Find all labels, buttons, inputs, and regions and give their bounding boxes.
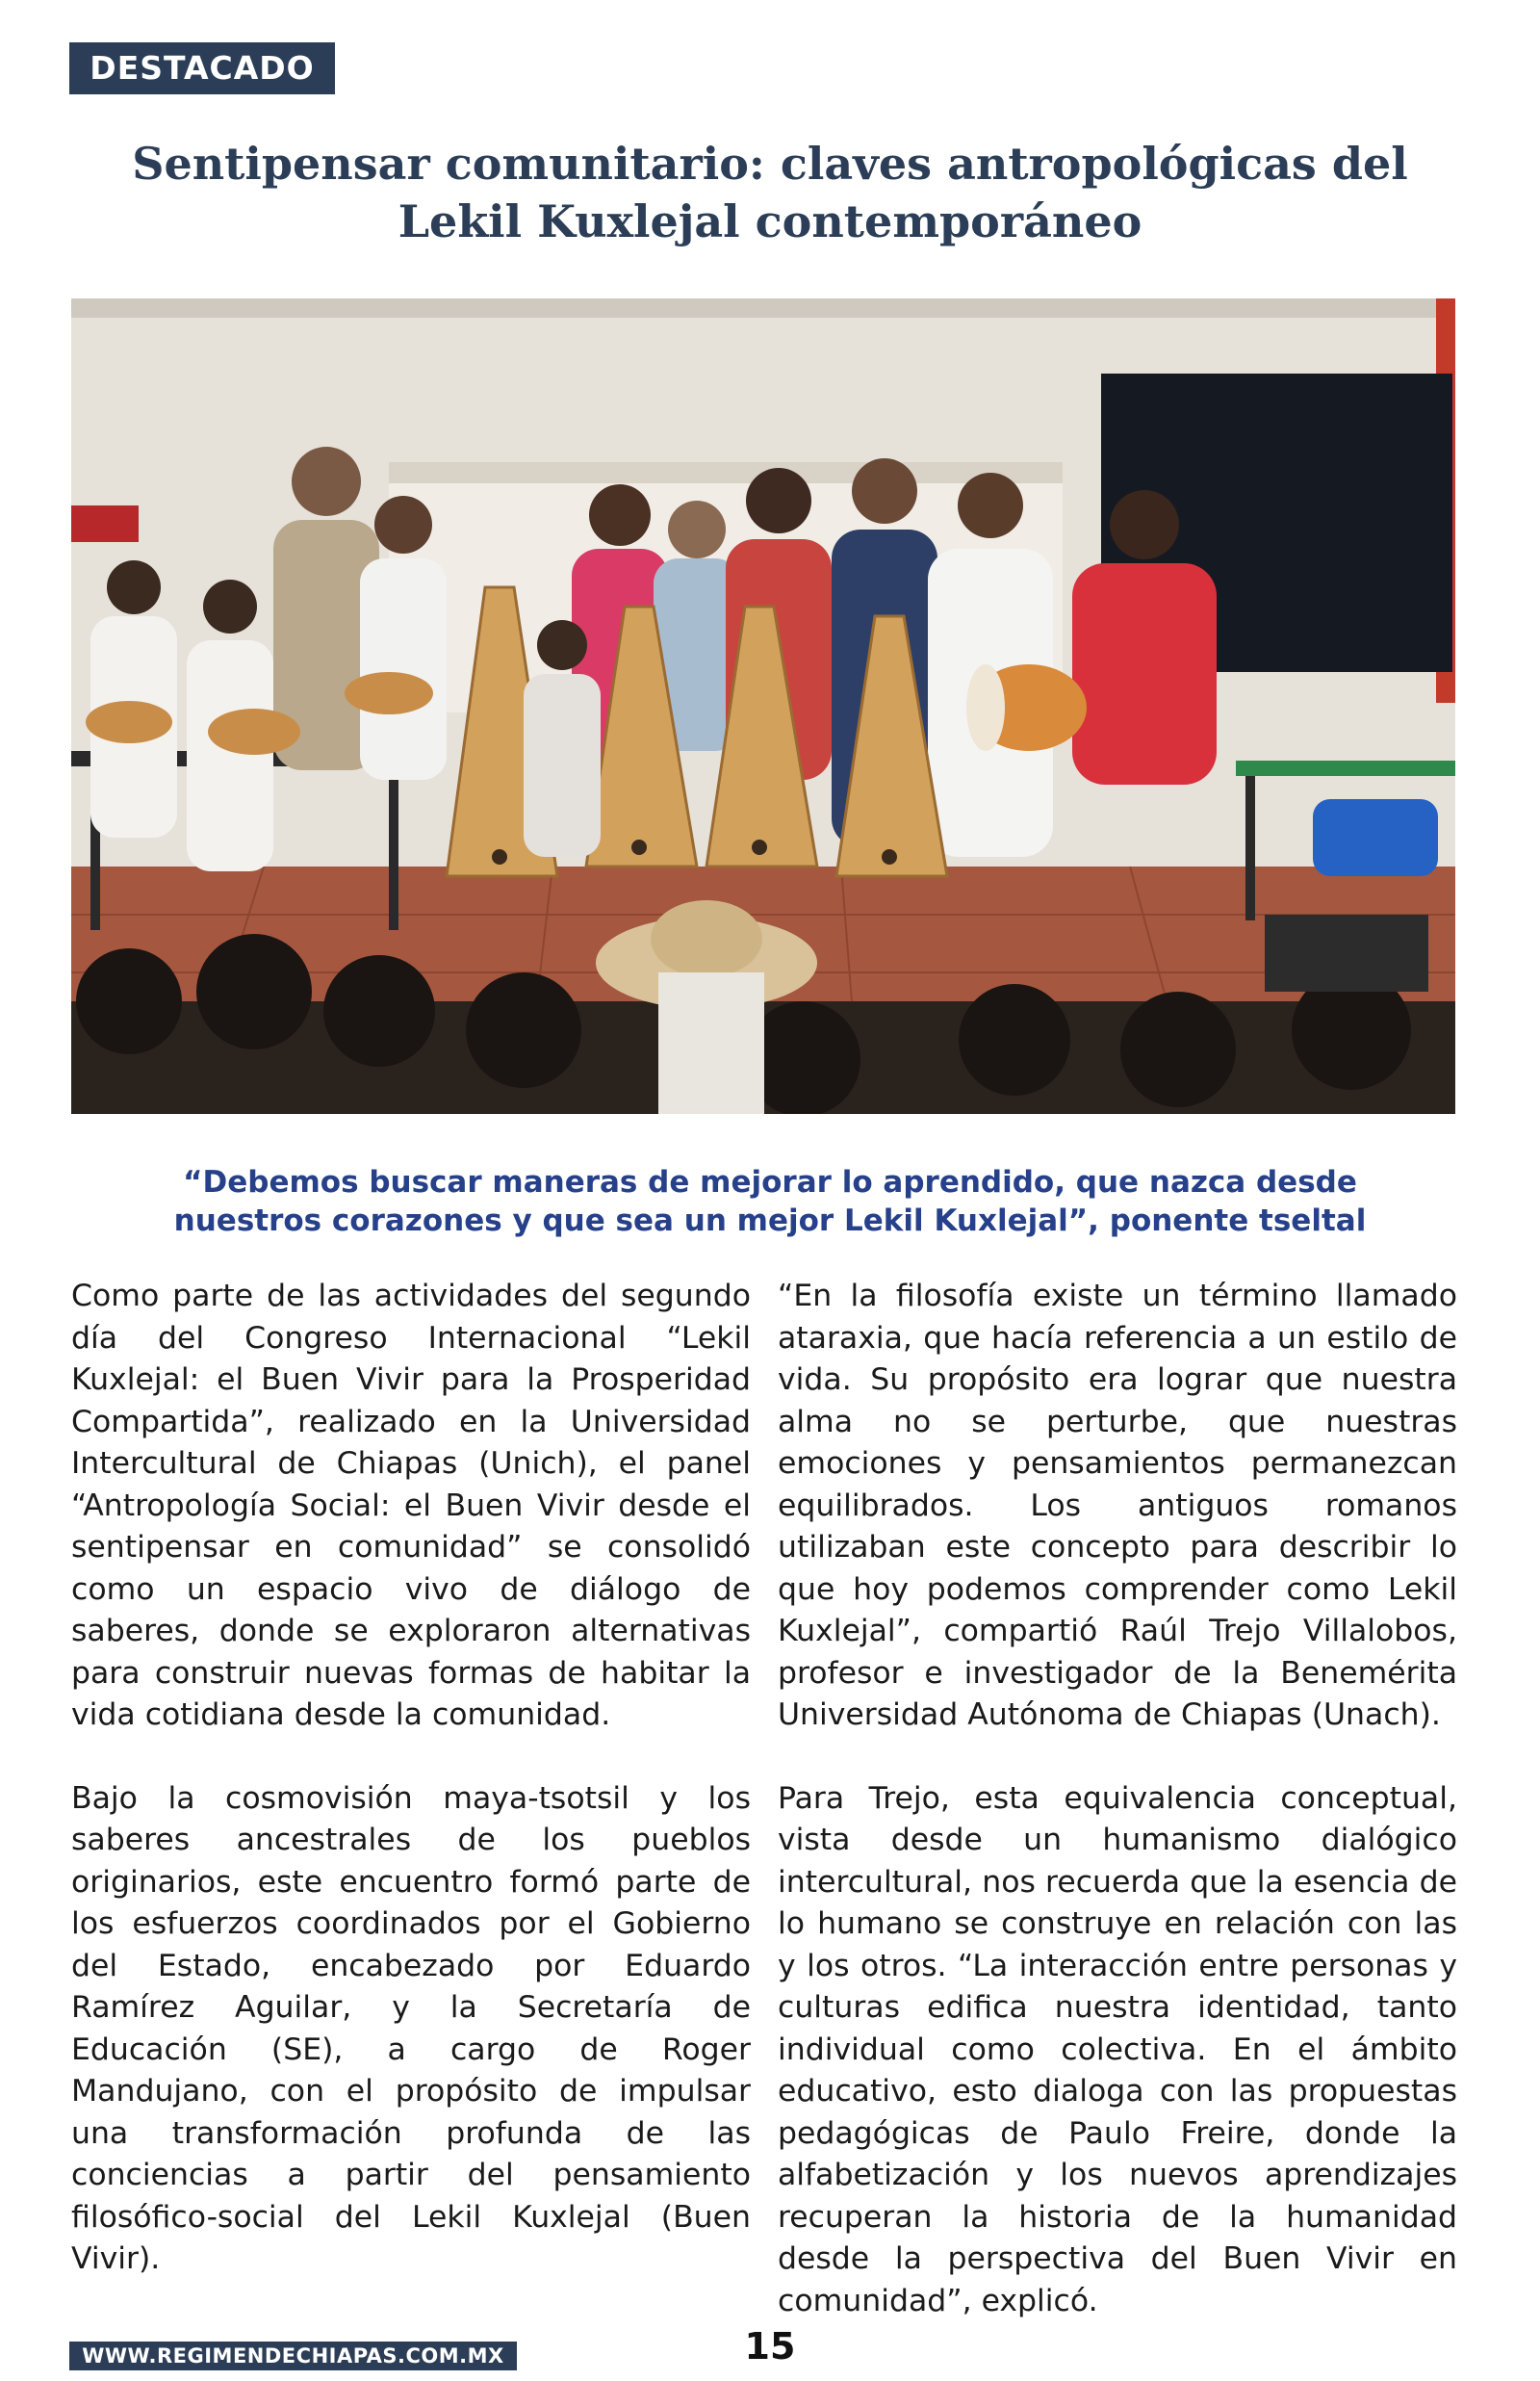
paragraph: Para Trejo, esta equivalencia conceptual, vista desde un humanismo dialógico intercultural, nos recuerda que la esencia de lo humano se construye en relación con las y los otros. “La interacción entre personas y culturas edifica nuestra identidad, tanto individual como colectiva. En el ámbito educativo, esto dialoga con las propuestas pedagógicas de Paulo Freire, donde la alfabetización y los nuevos aprendizajes recuperan la historia de la humanidad desde la perspectiva del Buen Vivir en comunidad”, explicó.: [778, 1780, 1457, 2318]
text-column-right: [778, 1276, 1457, 2364]
paragraph: Como parte de las actividades del segundo día del Congreso Internacional “Lekil Kuxlejal: el Buen Vivir para la Prosperidad Compartida”, realizado en la Universidad Intercultural de Chiapas (Unich), el panel “Antropología Social: el Buen Vivir desde el sentipensar en comunidad” se consolidó como un espacio vivo de diálogo de saberes, donde se exploraron alternativas para construir nuevas formas de habitar la vida cotidiana desde la comunidad.: [71, 1279, 751, 1732]
article-photo: [71, 298, 1455, 1114]
paragraph: “En la filosofía existe un término llamado ataraxia, que hacía referencia a un estilo de vida. Su propósito era lograr que nuestra alma no se perturbe, que nuestras emociones y pensamientos permanezcan equilibrados. Los antiguos romanos utilizaban este concepto para describir lo que hoy podemos comprender como Lekil Kuxlejal”, compartió Raúl Trejo Villalobos, profesor e investigador de la Benemérita Universidad Autónoma de Chiapas (Unach).: [778, 1279, 1457, 1732]
text-column-left: [71, 1276, 751, 2322]
article-title: Sentipensar comunitario: claves antropológicas del Lekil Kuxlejal contemporáneo: [132, 138, 1408, 247]
page-number: 15: [744, 2325, 796, 2368]
section-badge: DESTACADO: [69, 42, 335, 94]
footer-website: WWW.REGIMENDECHIAPAS.COM.MX: [69, 2342, 517, 2370]
pull-quote: “Debemos buscar maneras de mejorar lo aprendido, que nazca desde nuestros corazones y que sea un mejor Lekil Kuxlejal”, ponente tseltal: [173, 1165, 1367, 1238]
paragraph: Bajo la cosmovisión maya-tsotsil y los saberes ancestrales de los pueblos originarios, este encuentro formó parte de los esfuerzos coordinados por el Gobierno del Estado, encabezado por Eduardo Ramírez Aguilar, y la Secretaría de Educación (SE), a cargo de Roger Mandujano, con el propósito de impulsar una transformación profunda de las conciencias a partir del pensamiento filosófico-social del Lekil Kuxlejal (Buen Vivir).: [71, 1780, 751, 2276]
